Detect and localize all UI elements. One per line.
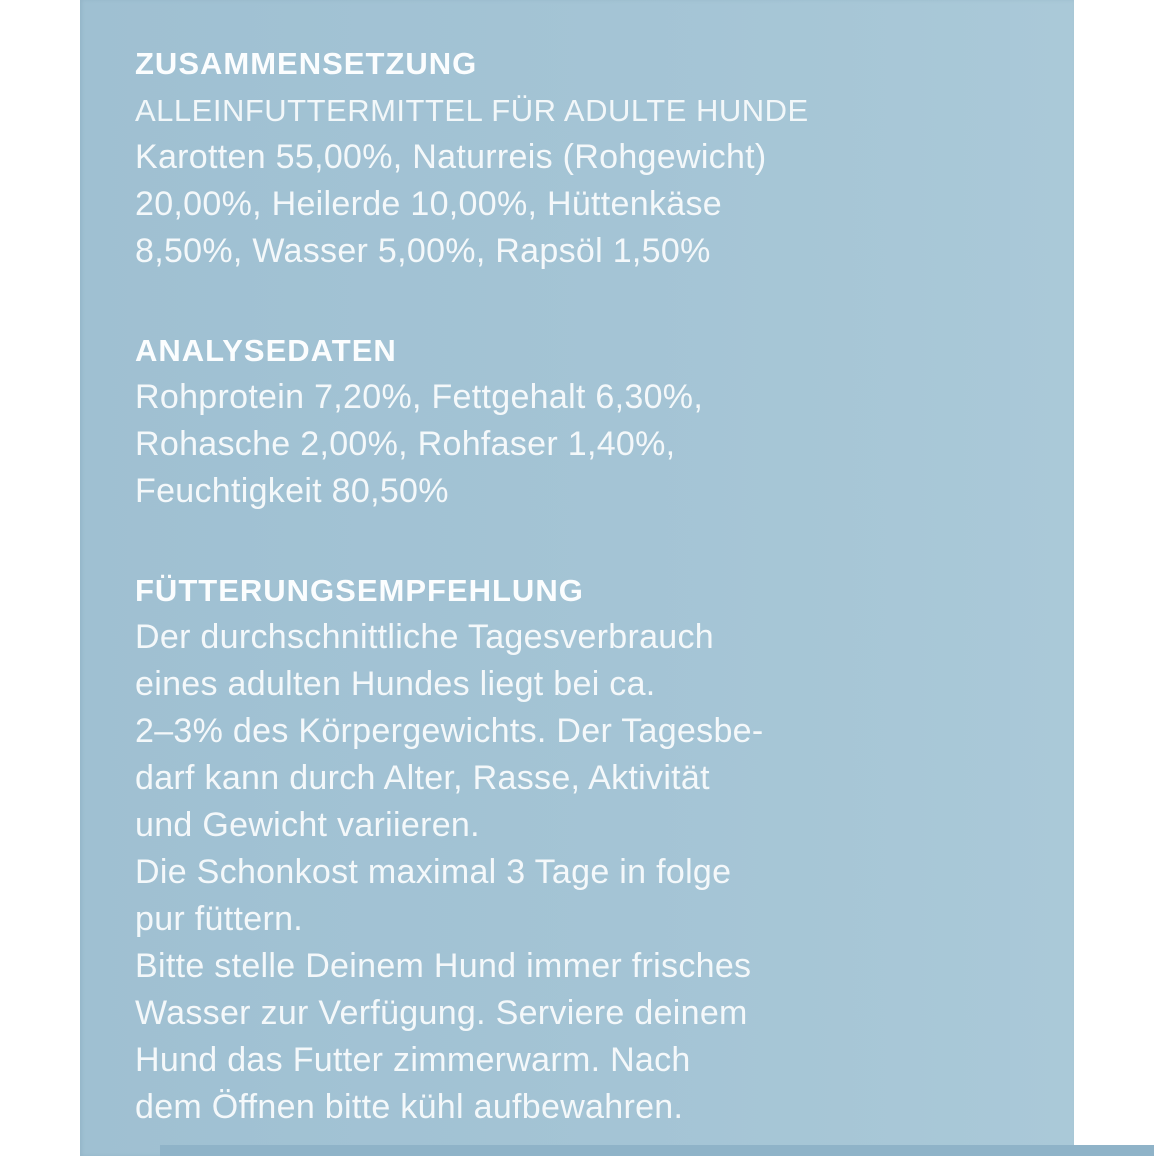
section-analysis — [135, 327, 1025, 515]
label-panel — [80, 0, 1074, 1156]
composition-line: 8,50%, Wasser 5,00%, Rapsöl 1,50% — [135, 232, 711, 270]
feeding-line: Die Schonkost maximal 3 Tage in folge — [135, 853, 732, 891]
feeding-line: Der durchschnittliche Tagesverbrauch — [135, 618, 715, 656]
feeding-line: 2–3% des Körpergewichts. Der Tagesbe- — [135, 712, 764, 750]
feeding-line: darf kann durch Alter, Rasse, Aktivität — [135, 759, 710, 797]
analysis-line: Rohprotein 7,20%, Fettgehalt 6,30%, — [135, 378, 704, 416]
feeding-line: Wasser zur Verfügung. Serviere deinem — [135, 994, 748, 1032]
label-text-block — [135, 40, 1025, 1156]
analysis-line: Feuchtigkeit 80,50% — [135, 472, 449, 510]
feeding-line: und Gewicht variieren. — [135, 806, 480, 844]
composition-heading: ZUSAMMENSETZUNG — [135, 46, 478, 81]
feeding-line: dem Öffnen bitte kühl aufbewahren. — [135, 1088, 684, 1126]
section-composition — [135, 40, 1025, 275]
panel-bottom-edge — [160, 1145, 1154, 1156]
composition-line: Karotten 55,00%, Naturreis (Rohgewicht) — [135, 138, 767, 176]
composition-line: 20,00%, Heilerde 10,00%, Hüttenkäse — [135, 185, 722, 223]
analysis-heading: ANALYSEDATEN — [135, 333, 397, 368]
feeding-heading: FÜTTERUNGSEMPFEHLUNG — [135, 573, 584, 608]
composition-subheading: ALLEINFUTTERMITTEL FÜR ADULTE HUNDE — [135, 93, 809, 128]
feeding-line: pur füttern. — [135, 900, 304, 938]
analysis-line: Rohasche 2,00%, Rohfaser 1,40%, — [135, 425, 676, 463]
feeding-line: Hund das Futter zimmerwarm. Nach — [135, 1041, 691, 1079]
feeding-line: eines adulten Hundes liegt bei ca. — [135, 665, 656, 703]
section-feeding — [135, 567, 1025, 1131]
feeding-line: Bitte stelle Deinem Hund immer frisches — [135, 947, 752, 985]
